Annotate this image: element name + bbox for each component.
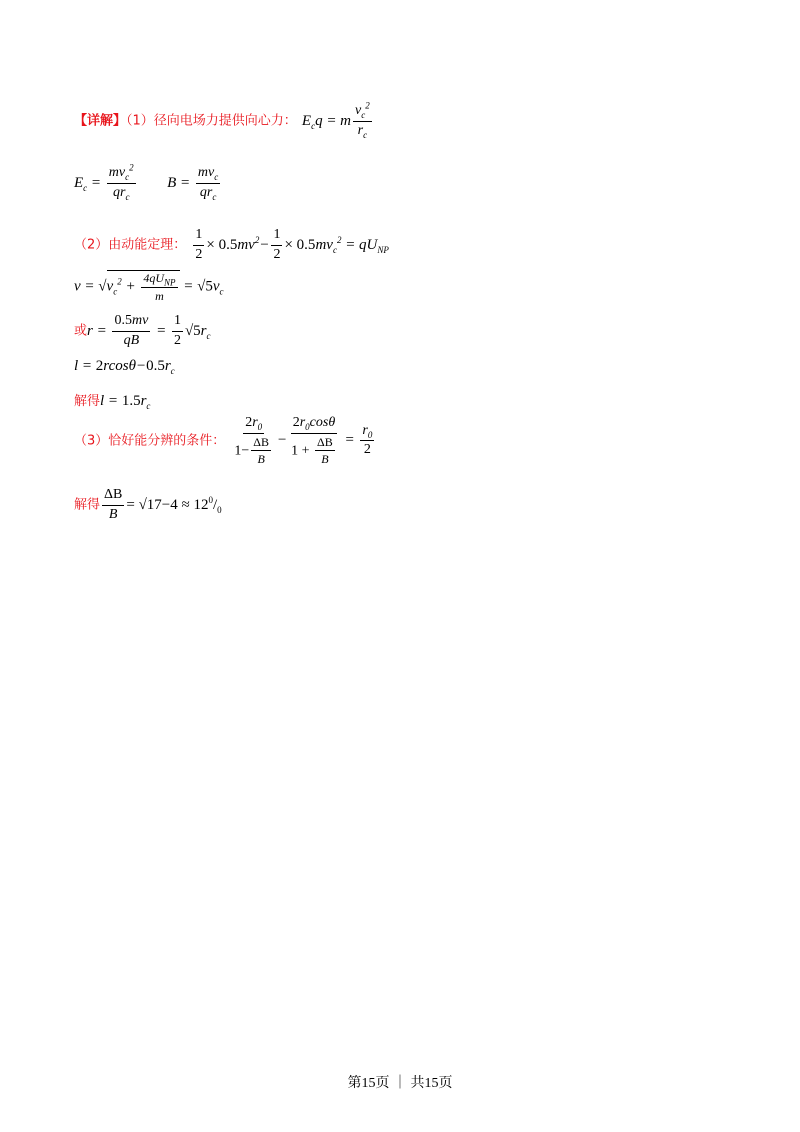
equation-energy: $\frac{1}{2}$ × $0.5mv^2-$ $\frac{1}{2}$ × $0.5mv_c^2 = qU_{NP}$ xyxy=(195,227,389,262)
line-results-e-b xyxy=(74,162,222,202)
alt-label: 或 xyxy=(74,323,88,339)
line-solve1 xyxy=(74,390,150,410)
line-radius xyxy=(74,314,211,348)
line-part1 xyxy=(74,100,374,140)
line-solve2 xyxy=(74,488,222,522)
page-footer: 第15页 ｜ 共15页 xyxy=(347,1076,453,1091)
line-part2 xyxy=(74,228,389,262)
equation-field-b: B = $\frac{mv_c}{qr_c}$ xyxy=(167,165,219,202)
solve1-label: 解得 xyxy=(74,394,101,409)
equation-radius: r = $\frac{0.5mv}{qB}$ = $\frac{1}{2}$ $√5r_c$ xyxy=(87,313,211,348)
equation-force-balance: $E_cq = m$ $\frac{v_c^2}{r_c}$ xyxy=(301,100,370,140)
solve2-label: 解得 xyxy=(74,497,101,513)
equation-field-e: $E_c$ = $\frac{mv_c^2}{qr_c}$ xyxy=(74,162,134,202)
equation-length-result: $l = 1.5r_c$ xyxy=(100,393,151,411)
part2-label: （2）由动能定理： xyxy=(74,237,187,253)
equation-length: $l = 2rcos\theta-0.5r_c$ xyxy=(74,358,175,376)
equation-resolution: $2r_0$ 1− $\frac{\Delta B}{B}$ − $2r_0\cos\theta$ 1 + $\frac{\Delta B}{B}$ = $\frac{r_0}{2}$ xyxy=(234,415,373,467)
part1-label: （1）径向电场力提供向心力： xyxy=(126,113,297,129)
detail-bracket-label: 【详解】 xyxy=(74,113,127,129)
part3-label: （3）恰好能分辨的条件： xyxy=(74,433,226,449)
equation-ratio-result: $\frac{\Delta B}{B}$ = $√17-4 \approx 12^0/_0$ xyxy=(104,487,222,522)
line-part3 xyxy=(74,416,376,466)
equation-velocity: $v = √v_c^2$ + $\frac{4qU_{NP}}{m}$ = $√5v_c$ xyxy=(74,271,224,303)
